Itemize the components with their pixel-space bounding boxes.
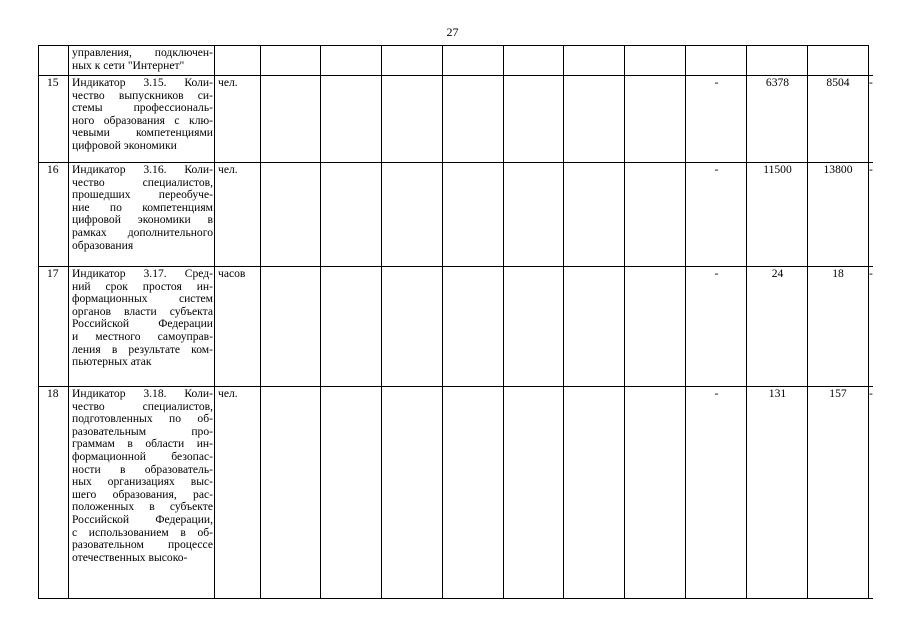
indicator-name-line: ного образования с клю- [72,113,213,127]
indicator-name-cell [68,162,215,267]
value-cell [442,162,504,267]
indicator-name-line: Российской Федерации, [72,512,213,526]
value-cell [563,162,625,267]
indicator-name-line: Индикатор 3.16. Коли- [72,163,213,176]
indicator-name-line: шего образования, рас- [72,487,213,501]
indicator-name-line: цифровой экономики [72,138,177,152]
unit-text: чел. [218,76,238,89]
value-cell [746,386,808,599]
value-cell [685,266,747,387]
value-text: - [714,76,719,89]
value-cell [563,75,625,163]
unit-cell [214,45,261,76]
value-cell [381,266,443,387]
indicator-name-line: Индикатор 3.15. Коли- [72,76,213,89]
indicator-name-line: чество выпускников си- [72,88,213,102]
value-cell [746,45,808,76]
indicator-name-line: Индикатор 3.18. Коли- [72,387,213,400]
unit-text: чел. [218,387,238,400]
unit-text: часов [218,267,246,280]
value-cell [381,386,443,599]
value-cell [868,162,873,267]
value-cell [746,162,808,267]
value-cell [563,45,625,76]
value-cell [807,386,869,599]
value-cell [624,75,686,163]
value-cell [685,386,747,599]
value-cell [503,162,564,267]
row-number-cell [38,162,69,267]
value-text: 157 [829,387,847,400]
value-cell [442,75,504,163]
value-text: 13800 [823,163,853,176]
unit-cell [214,266,261,387]
indicator-name-line: чество специалистов, [72,175,213,189]
value-cell [503,75,564,163]
value-cell [807,45,869,76]
value-cell [746,75,808,163]
value-cell [807,162,869,267]
value-cell [868,266,873,387]
value-text: - [869,163,873,176]
value-text: 24 [771,267,784,280]
value-cell [624,266,686,387]
indicator-name-line: чество специалистов, [72,399,213,413]
value-cell [260,45,321,76]
indicator-name-cell [68,45,215,76]
value-cell [868,45,869,76]
indicator-name-line: Индикатор 3.17. Сред- [72,267,213,280]
value-cell [503,386,564,599]
indicator-name-line: формационных систем [72,292,213,306]
value-text: - [869,76,873,89]
value-cell [503,266,564,387]
value-cell [503,45,564,76]
indicator-name-line: рамках дополнительного [72,225,213,239]
indicator-name-line: разовательным про- [72,424,213,438]
indicator-name-line: граммам в области ин- [72,437,213,451]
value-cell [685,75,747,163]
indicator-name-line: ние по компетенциям [72,200,213,214]
value-text: - [714,387,719,400]
indicator-name-line: ления в результате ком- [72,342,213,356]
row-number: 18 [47,387,59,400]
row-number-cell [38,386,69,599]
row-number-cell [38,45,69,76]
value-cell [442,45,504,76]
indicator-name-line: чевыми компетенциями [72,126,213,140]
value-text: - [869,387,873,400]
value-cell [381,75,443,163]
value-cell [442,266,504,387]
value-cell [320,386,382,599]
indicator-name-line: с использованием в об- [72,525,213,539]
unit-cell [214,386,261,599]
value-cell [868,75,873,163]
indicator-name-line: управления, подключен- [72,46,213,59]
indicator-name-line: цифровой экономики в [72,213,213,227]
value-cell [746,266,808,387]
value-cell [442,386,504,599]
row-number: 17 [47,267,59,280]
value-cell [685,162,747,267]
unit-text: чел. [218,163,238,176]
value-cell [320,162,382,267]
row-number-cell [38,75,69,163]
indicator-name-line: ных организациях выс- [72,475,213,489]
indicator-name-cell [68,75,215,163]
row-number-cell [38,266,69,387]
unit-cell [214,162,261,267]
indicator-name-line: Российской Федерации [72,317,213,331]
value-cell [624,162,686,267]
indicator-name-line: положенных в субъекте [72,500,213,514]
indicator-name-line: ности в образователь- [72,462,213,476]
value-cell [381,45,443,76]
value-cell [320,75,382,163]
indicator-name-line: стемы профессиональ- [72,101,213,115]
indicator-name-line: пьютерных атак [72,355,152,369]
indicator-name-line: разовательном процессе [72,538,213,552]
page-number: 27 [446,25,459,39]
indicator-name-line: органов власти субъекта [72,304,213,318]
indicator-name-line: отечественных высоко- [72,550,188,564]
indicator-name-line: ний срок простоя ин- [72,279,213,293]
indicator-table [38,45,873,598]
value-cell [563,386,625,599]
value-cell [260,162,321,267]
value-cell [624,386,686,599]
row-number: 16 [47,163,59,176]
value-cell [320,45,382,76]
value-cell [260,75,321,163]
value-text: 8504 [826,76,850,89]
value-cell [868,386,873,599]
value-text: 131 [768,387,787,400]
indicator-name-line: подготовленных по об- [72,412,213,426]
value-cell [381,162,443,267]
value-text: 18 [832,267,844,280]
value-cell [807,266,869,387]
value-cell [807,75,869,163]
value-text: - [869,267,873,280]
value-cell [320,266,382,387]
indicator-name-line: и местного самоуправ- [72,329,213,343]
value-cell [260,266,321,387]
value-cell [624,45,686,76]
value-cell [685,45,747,76]
indicator-name-cell [68,386,215,599]
indicator-name-cell [68,266,215,387]
indicator-name-line: прошедших переобуче- [72,188,213,202]
value-text: 11500 [763,163,792,176]
value-text: - [714,163,719,176]
unit-cell [214,75,261,163]
value-cell [260,386,321,599]
value-text: - [714,267,719,280]
indicator-name-line: формационной безопас- [72,449,213,463]
indicator-name-line: ных к сети "Интернет" [72,58,185,72]
value-text: 6378 [765,76,790,89]
value-cell [563,266,625,387]
indicator-name-line: образования [72,238,134,252]
row-number: 15 [47,76,59,89]
